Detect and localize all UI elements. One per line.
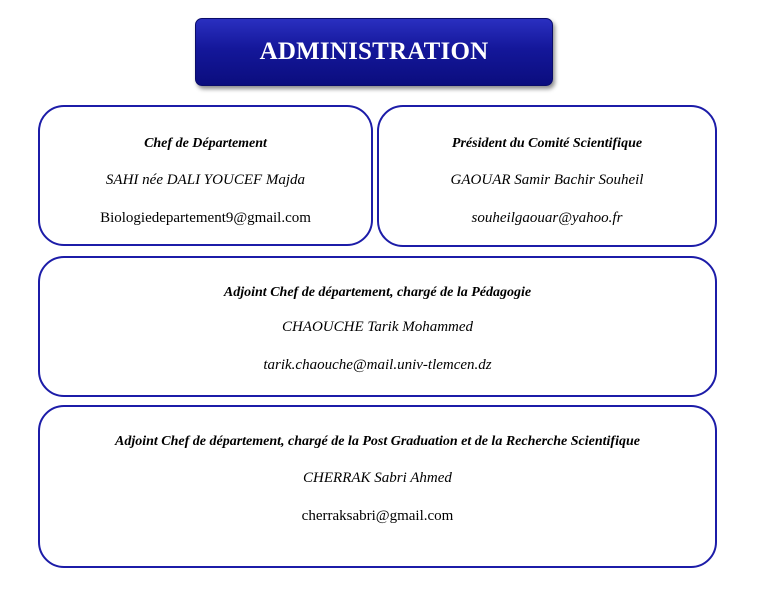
page-title: ADMINISTRATION bbox=[259, 38, 489, 65]
role-title: Adjoint Chef de département, chargé de la Post Graduation et de la Recherche Scientifique bbox=[115, 434, 640, 449]
role-title: Adjoint Chef de département, chargé de la Pédagogie bbox=[223, 285, 532, 300]
email-link[interactable]: cherraksabri@gmail.com bbox=[301, 508, 454, 524]
card-adjoint-post-graduation bbox=[38, 405, 717, 568]
card-chef-departement bbox=[38, 105, 373, 246]
email-link[interactable]: souheilgaouar@yahoo.fr bbox=[471, 210, 623, 226]
administration-banner bbox=[195, 18, 553, 86]
person-name: GAOUAR Samir Bachir Souheil bbox=[450, 172, 644, 188]
email-link[interactable]: tarik.chaouche@mail.univ-tlemcen.dz bbox=[263, 357, 492, 373]
person-name: CHERRAK Sabri Ahmed bbox=[303, 470, 452, 486]
role-title: Chef de Département bbox=[144, 136, 267, 151]
email-link[interactable]: Biologiedepartement9@gmail.com bbox=[100, 210, 311, 226]
role-title: Président du Comité Scientifique bbox=[451, 136, 643, 151]
person-name: SAHI née DALI YOUCEF Majda bbox=[105, 172, 306, 188]
card-president-comite-scientifique bbox=[377, 105, 717, 247]
person-name: CHAOUCHE Tarik Mohammed bbox=[281, 319, 474, 335]
card-adjoint-pedagogie bbox=[38, 256, 717, 397]
